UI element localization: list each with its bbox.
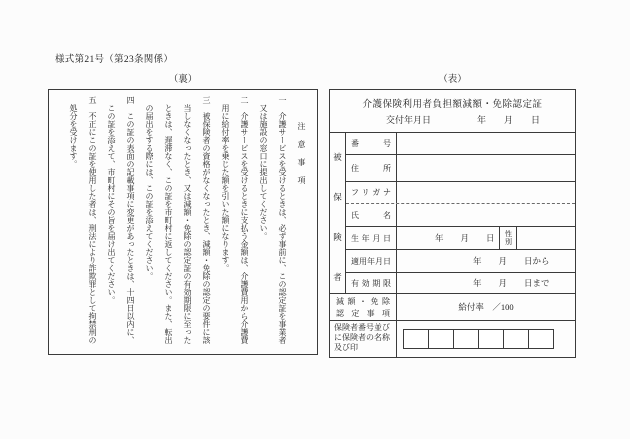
insured-char: 被 bbox=[333, 152, 342, 162]
note-item-5: 五 不正にこの証を使用した者は、刑法により詐欺罪として拘禁刑の処分を受けます。 bbox=[69, 96, 97, 344]
issue-date-label: 交付年月日 bbox=[386, 115, 432, 125]
insurer-number-box bbox=[428, 329, 454, 349]
notes-heading: 注 意 事 項 bbox=[297, 122, 306, 185]
certificate-title: 介護保険利用者負担額減額・免除認定証 bbox=[362, 100, 543, 110]
insurer-section bbox=[330, 321, 575, 357]
expiry-date-label-cell bbox=[346, 273, 397, 293]
insurer-label-line2: に保険者の名称 bbox=[334, 333, 390, 342]
back-side-label: （裏） bbox=[168, 75, 198, 85]
insurer-number-box bbox=[403, 329, 429, 349]
birthdate-value-cell bbox=[397, 227, 575, 249]
furigana-field-blank bbox=[397, 182, 575, 203]
insured-person-vertical-label bbox=[330, 133, 346, 293]
front-side-label: （表） bbox=[438, 75, 467, 85]
issue-date-value: 年 月 日 bbox=[477, 115, 541, 125]
reduction-label-line2: 認定事項 bbox=[336, 308, 390, 318]
expiry-date-guide: 年 月 日まで bbox=[473, 278, 550, 288]
birthdate-label-cell bbox=[346, 227, 397, 249]
insurer-number-box bbox=[478, 329, 504, 349]
insured-char: 保 bbox=[333, 192, 342, 202]
insurer-number-box bbox=[528, 329, 554, 349]
insured-char: 者 bbox=[333, 272, 342, 282]
insurer-number-box bbox=[503, 329, 529, 349]
insured-char: 険 bbox=[333, 232, 342, 242]
expiry-date-label: 有効期限 bbox=[351, 278, 391, 288]
row-expiry-date bbox=[346, 273, 575, 293]
address-label-cell bbox=[346, 155, 397, 181]
issue-date-row bbox=[330, 113, 575, 126]
apply-date-label: 適用年月日 bbox=[351, 256, 391, 266]
benefit-rate-value: 給付率 ／100 bbox=[458, 302, 514, 312]
reduction-label-cell bbox=[330, 294, 397, 320]
furigana-label-cell bbox=[346, 182, 397, 203]
furigana-label: フリガナ bbox=[351, 188, 391, 197]
birthdate-guide: 年 月 日 bbox=[435, 233, 495, 243]
reduction-section bbox=[330, 294, 575, 321]
number-label-cell bbox=[346, 133, 397, 154]
name-field-blank bbox=[397, 204, 575, 226]
note-item-3: 三 被保険者の資格がなくなったとき、減額・免除の認定の要件に該当しなくなったとき、又は減額・免除の認定証の有効期限に至ったときは、遅滞なく、この証を市町村に返してください。また、転出の届出をする際には、この証を添えてください。 bbox=[145, 96, 211, 344]
note-item-2: 二 介護サービスを受けるときに支払う金額は、介護費用から介護費用に給付率を乗じた額を引いた額になります。 bbox=[221, 96, 249, 344]
note-item-1: 一 介護サービスを受けるときは、必ず事前に、この認定証を事業者又は施設の窓口に提出してください。 bbox=[259, 96, 287, 344]
address-field-blank bbox=[397, 155, 575, 181]
insurer-label-line1: 保険者番号並び bbox=[334, 323, 390, 332]
birthdate-label: 生年月日 bbox=[351, 233, 391, 243]
back-panel bbox=[48, 89, 318, 355]
row-name bbox=[346, 204, 575, 227]
sex-label: 性別 bbox=[499, 227, 517, 249]
apply-date-guide: 年 月 日から bbox=[473, 256, 550, 266]
name-label: 氏名 bbox=[351, 210, 391, 220]
address-label: 住所 bbox=[351, 163, 391, 173]
row-number bbox=[346, 133, 575, 155]
number-field-blank bbox=[397, 133, 575, 154]
name-label-cell bbox=[346, 204, 397, 226]
insurer-number-boxes bbox=[397, 321, 575, 357]
insurer-label-line3: 及び印 bbox=[334, 343, 358, 352]
number-label: 番号 bbox=[351, 139, 391, 148]
row-furigana bbox=[346, 182, 575, 204]
insured-section bbox=[330, 133, 575, 294]
front-panel bbox=[329, 89, 576, 358]
row-address bbox=[346, 155, 575, 182]
apply-date-label-cell bbox=[346, 250, 397, 272]
insurer-label-cell bbox=[330, 321, 397, 357]
note-item-4: 四 この証の表面の記載事項に変更があったときは、十四日以内に、この証を添えて、市町村にその旨を届け出てください。 bbox=[107, 96, 135, 344]
notes-vertical-text bbox=[55, 96, 311, 348]
insurer-number-box bbox=[453, 329, 479, 349]
row-birthdate bbox=[346, 227, 575, 250]
form-number: 様式第21号（第23条関係） bbox=[55, 55, 174, 65]
insured-rows bbox=[346, 133, 575, 293]
reduction-label-line1: 減額・免除 bbox=[336, 296, 390, 306]
row-apply-date bbox=[346, 250, 575, 273]
certificate-header bbox=[330, 90, 575, 133]
